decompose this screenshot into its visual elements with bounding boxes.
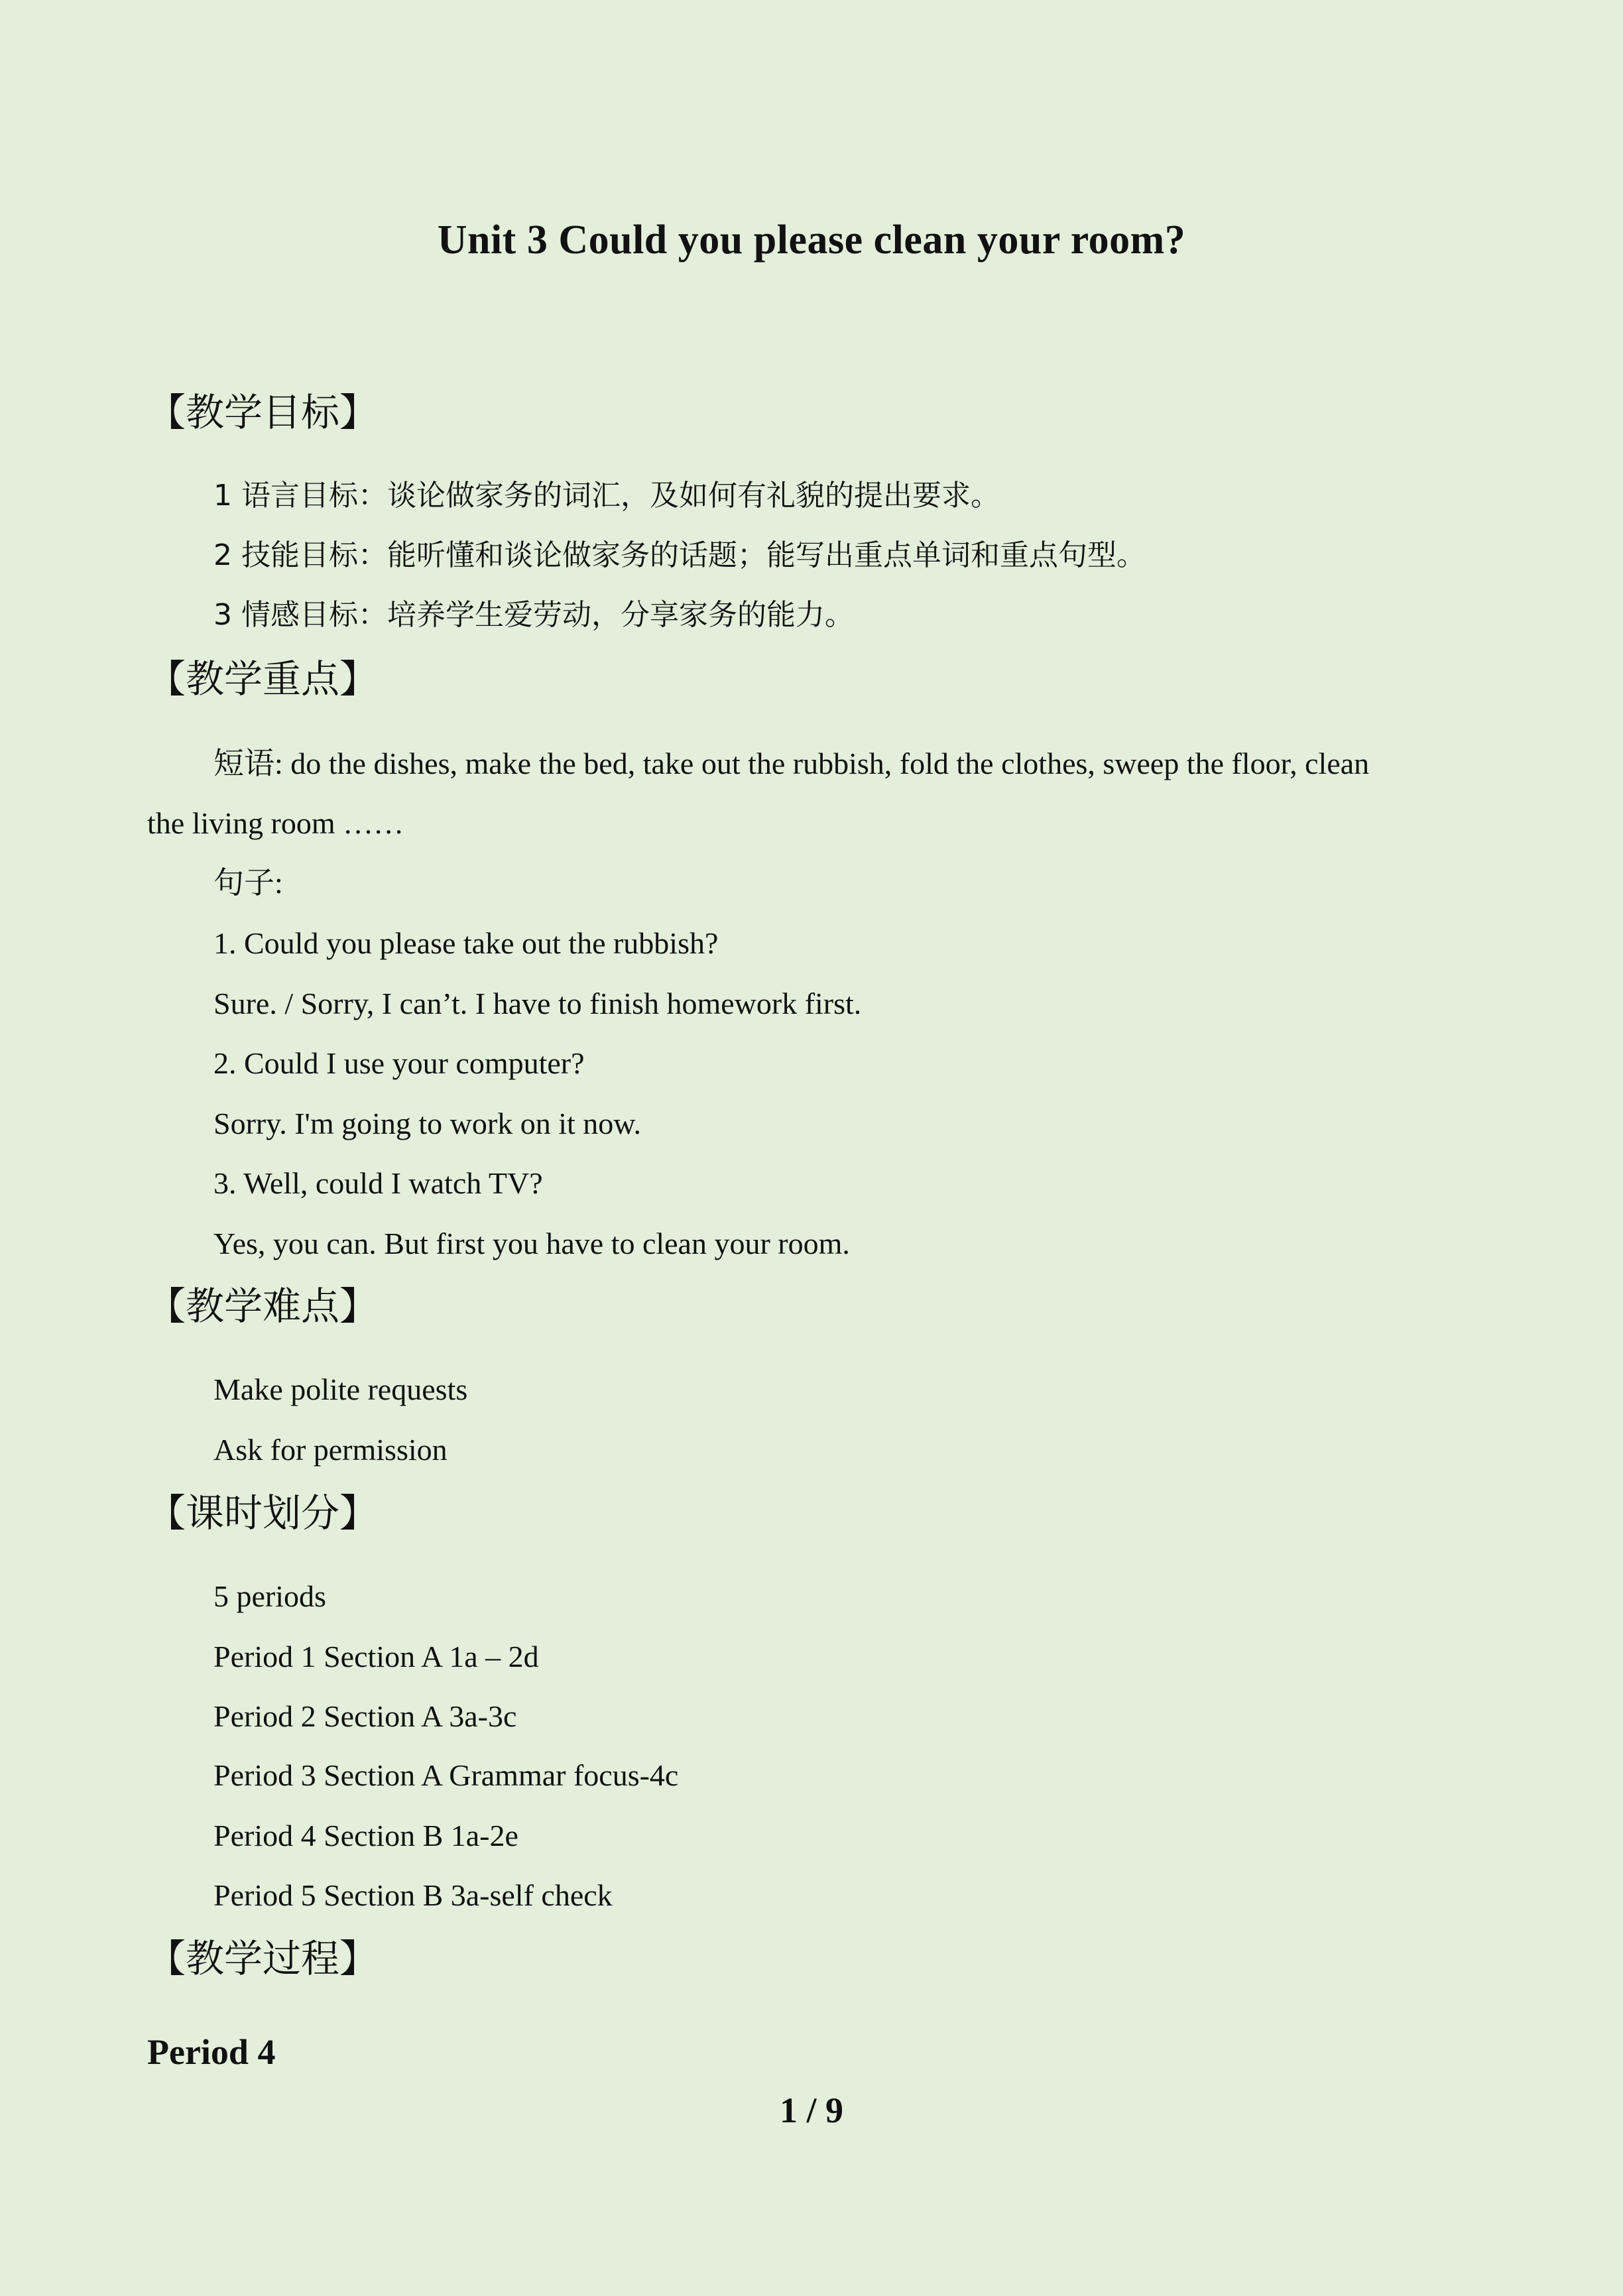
sentence-item: 2. Could I use your computer? — [213, 1046, 585, 1080]
sentence-item: Yes, you can. But first you have to clean your room. — [213, 1227, 850, 1260]
sentence-item: Sure. / Sorry, I can’t. I have to finish homework first. — [213, 987, 862, 1020]
period-item: 5 periods — [213, 1579, 326, 1613]
objective-item: 2 技能目标：能听懂和谈论做家务的话题；能写出重点单词和重点句型。 — [213, 538, 1146, 572]
sentence-item: 3. Well, could I watch TV? — [213, 1166, 543, 1200]
period-item: Period 4 Section B 1a-2e — [213, 1819, 518, 1852]
phrases-line-continued: the living room …… — [147, 806, 404, 840]
document-title: Unit 3 Could you please clean your room? — [437, 217, 1186, 263]
section-heading-key-points: 【教学重点】 — [147, 656, 379, 701]
objective-item: 1 语言目标：谈论做家务的词汇，及如何有礼貌的提出要求。 — [213, 479, 1000, 513]
sentence-item: Sorry. I'm going to work on it now. — [213, 1107, 642, 1140]
difficulty-item: Make polite requests — [213, 1372, 468, 1406]
section-heading-difficulties: 【教学难点】 — [147, 1284, 379, 1329]
section-heading-process: 【教学过程】 — [147, 1936, 379, 1981]
period-item: Period 2 Section A 3a-3c — [213, 1699, 517, 1733]
section-heading-periods: 【课时划分】 — [147, 1490, 379, 1536]
period-item: Period 5 Section B 3a-self check — [213, 1878, 613, 1912]
section-heading-objectives: 【教学目标】 — [147, 390, 379, 435]
period-item: Period 3 Section A Grammar focus-4c — [213, 1758, 679, 1792]
sentences-label: 句子: — [213, 866, 283, 900]
sentence-item: 1. Could you please take out the rubbish? — [213, 926, 719, 960]
objective-item: 3 情感目标：培养学生爱劳动，分享家务的能力。 — [213, 598, 854, 632]
period-heading: Period 4 — [147, 2032, 276, 2072]
page-number: 1 / 9 — [779, 2090, 843, 2130]
difficulty-item: Ask for permission — [213, 1433, 448, 1467]
period-item: Period 1 Section A 1a – 2d — [213, 1640, 539, 1673]
phrases-line: 短语: do the dishes, make the bed, take out the rubbish, fold the clothes, sweep the floor, clean — [213, 747, 1370, 780]
